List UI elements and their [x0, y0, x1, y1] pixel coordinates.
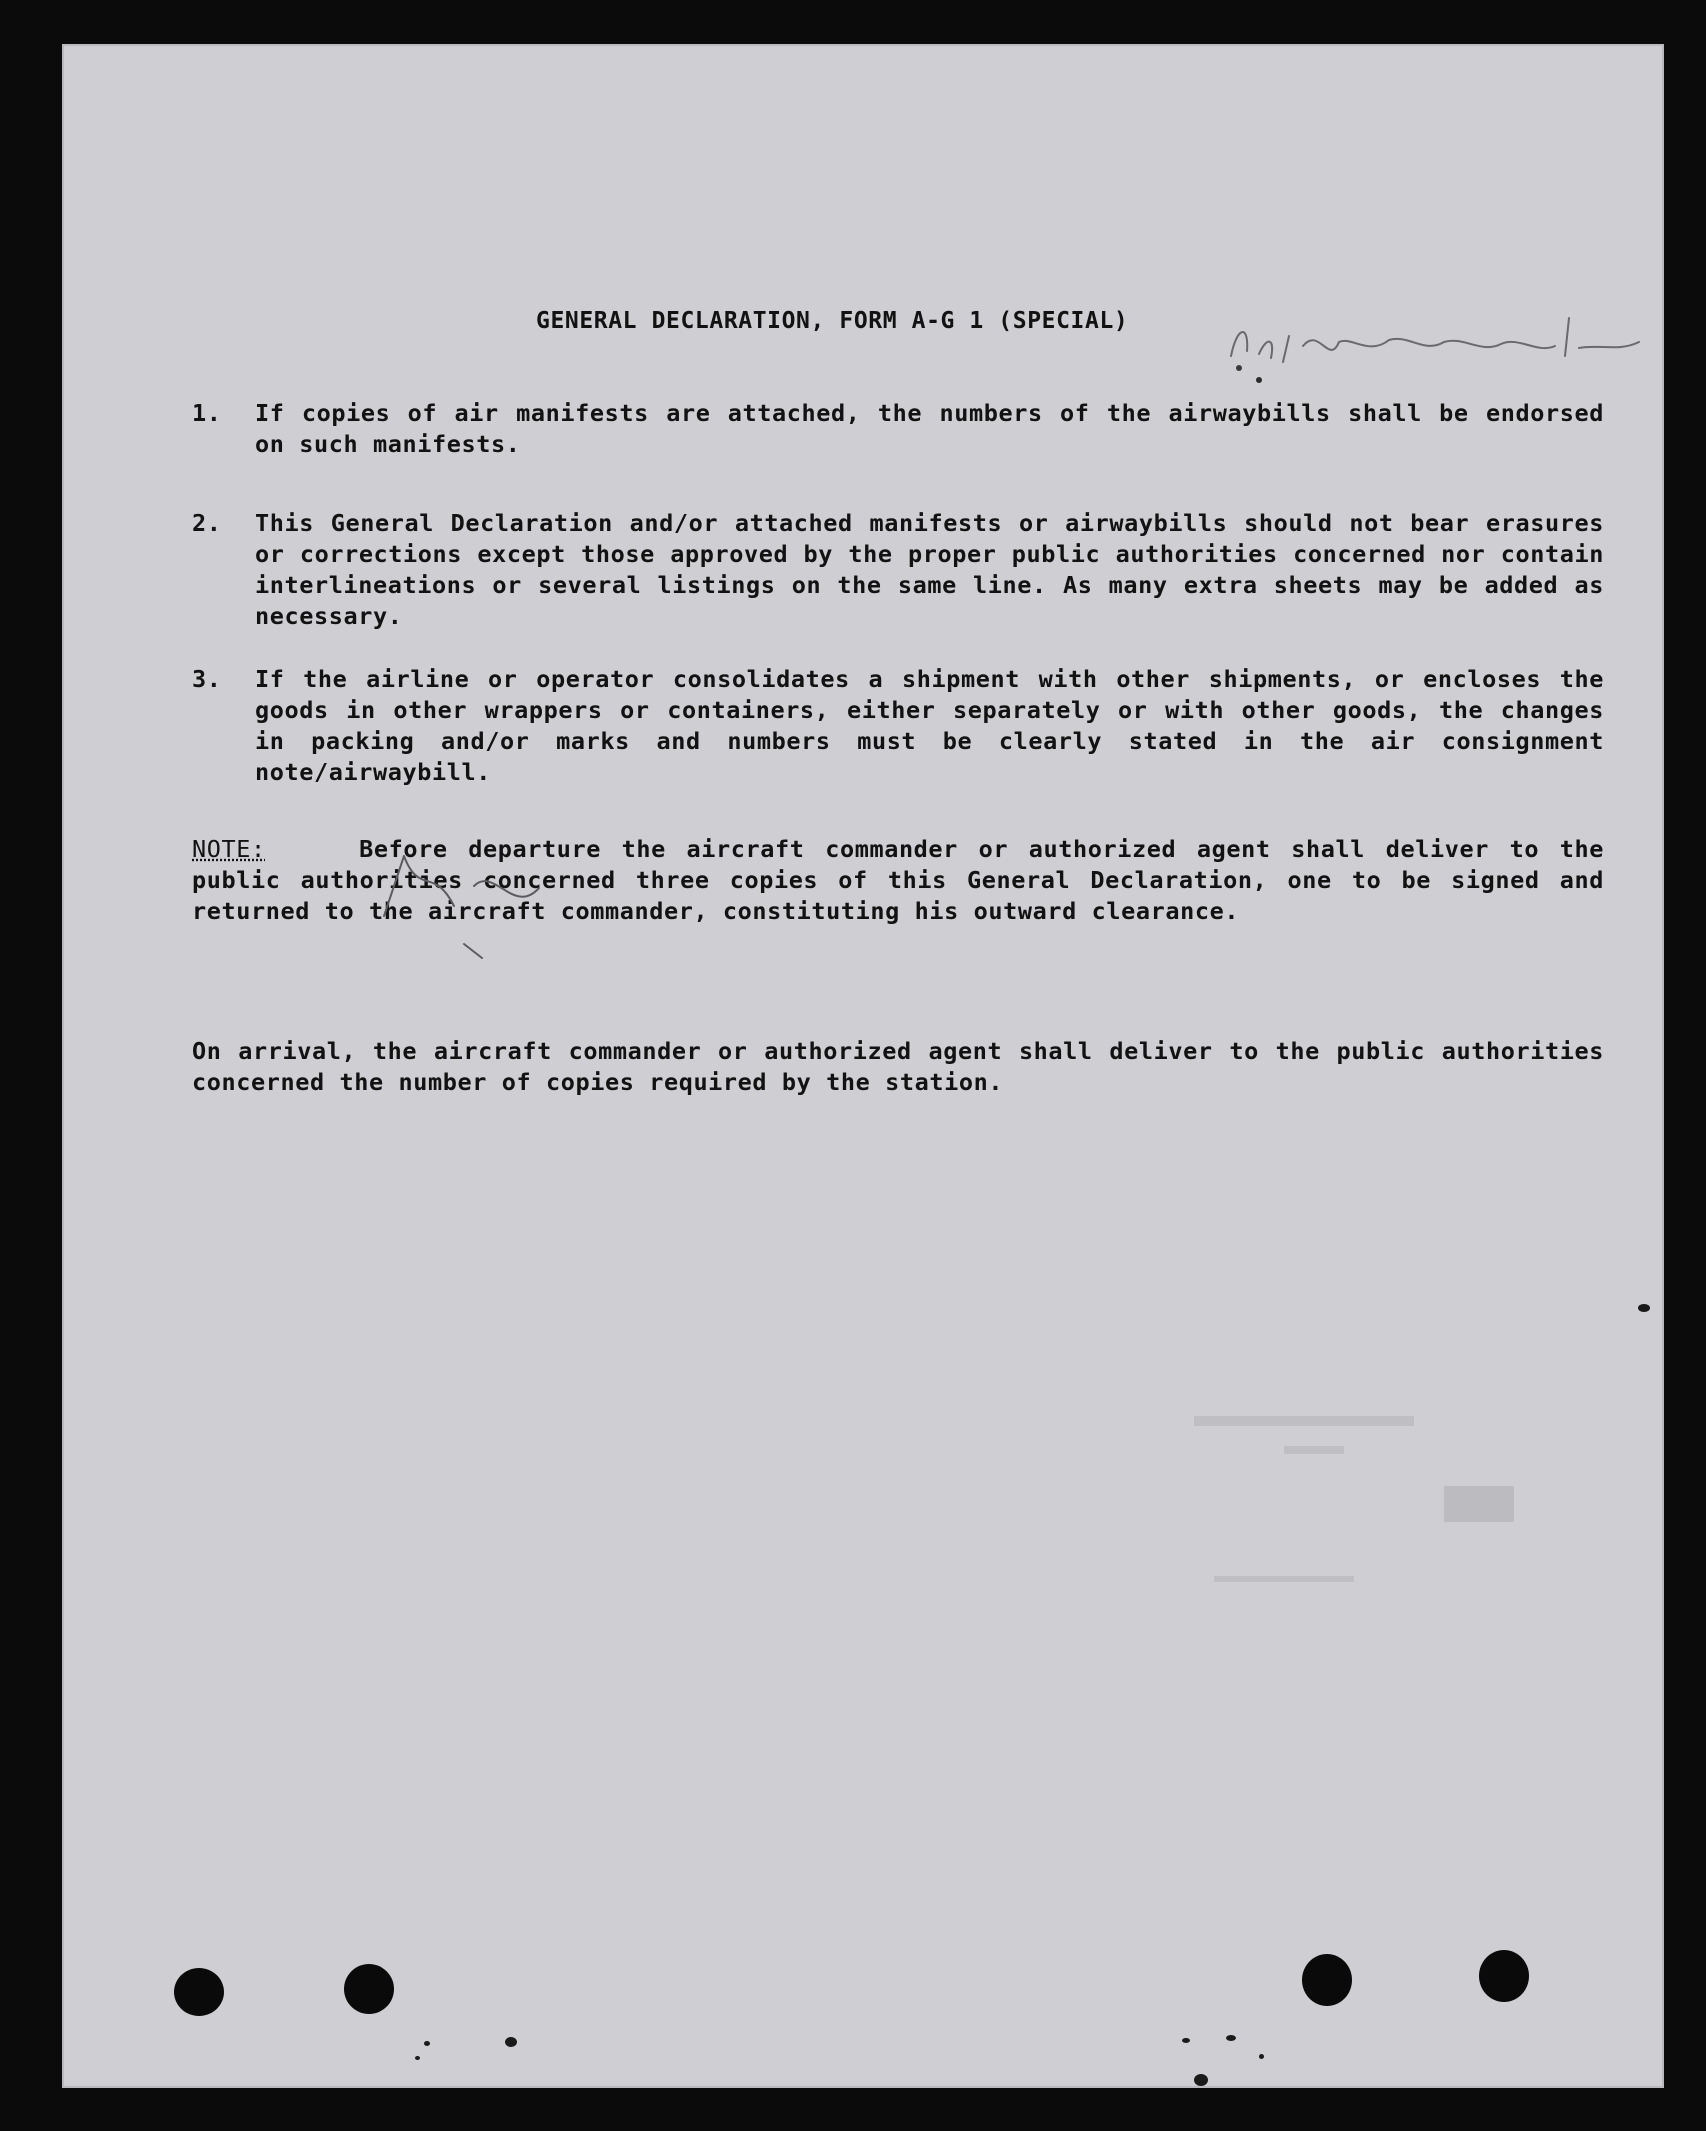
scan-speck [1259, 2054, 1264, 2059]
instruction-item-1 [192, 398, 1604, 460]
note-label: NOTE: [192, 835, 266, 863]
instruction-item-3 [192, 664, 1604, 788]
scan-speck [505, 2037, 517, 2047]
note-text: Before departure the aircraft commander or authorized agent shall deliver to the public authorities concerned three copies of this General Declaration, one to be signed and returned to the aircraft commander, constituting his outward clearance. [192, 835, 1605, 925]
item-number: 1. [192, 399, 222, 427]
pencil-scribble [364, 836, 604, 966]
scan-speck [1194, 2074, 1208, 2086]
scan-speck [424, 2041, 430, 2046]
arrival-paragraph: On arrival, the aircraft commander or authorized agent shall deliver to the public authorities concerned the number of copies required by the station. [192, 1037, 1604, 1096]
document-title: GENERAL DECLARATION, FORM A-G 1 (SPECIAL) [536, 308, 1129, 334]
punch-hole [344, 1964, 394, 2014]
instruction-item-2 [192, 508, 1604, 632]
punch-hole [1302, 1954, 1352, 2006]
item-text: If the airline or operator consolidates a shipment with other shipments, or encloses the goods in other wrappers or containers, either separately or with other goods, the changes in packing and/or marks and numbers must be clearly stated in the air consignment note/airwaybill. [255, 665, 1604, 786]
document-page [62, 44, 1664, 2088]
scan-speck [1226, 2035, 1236, 2041]
handwritten-annotation [1219, 296, 1659, 386]
punch-hole [1479, 1950, 1529, 2002]
scan-speck [415, 2056, 420, 2060]
scan-speck [1182, 2038, 1190, 2043]
item-number: 2. [192, 509, 222, 537]
item-number: 3. [192, 665, 222, 693]
punch-hole [174, 1968, 224, 2016]
item-text: If copies of air manifests are attached, the numbers of the airwaybills shall be endorsed on such manifests. [255, 399, 1604, 458]
scan-speck [1638, 1304, 1650, 1312]
bleed-through-marks [1134, 1376, 1634, 1676]
item-text: This General Declaration and/or attached manifests or airwaybills should not bear erasures or corrections except those approved by the proper public authorities concerned nor contain interlineations or several listings on the same line. As many extra sheets may be added as necessary. [255, 509, 1604, 630]
